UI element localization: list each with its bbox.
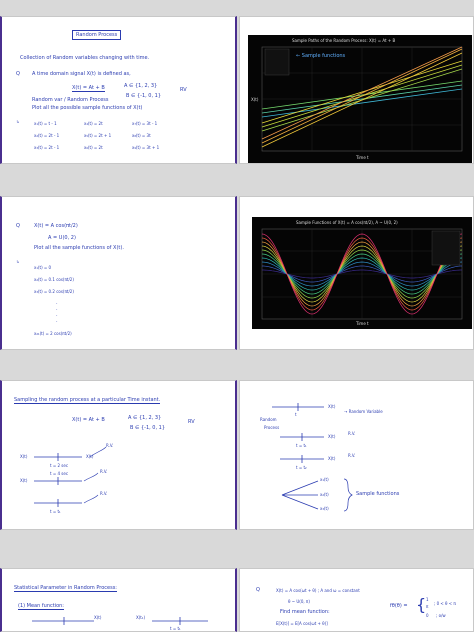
x-axis-label: Time t [356,155,369,160]
slide-title: Random Process [72,30,121,40]
slide-cosine-plot [239,196,474,350]
slide-statistical-parameters [0,568,237,632]
plot-line: Plot all the sample functions of X(t). [34,245,124,251]
distribution: θ ~ U(0, π) [288,599,310,604]
branch-2: x₂(t) [320,492,329,497]
legend-box [432,231,460,265]
plot-title: Sample Functions of X(t) = A cos(πt/2), A ~ U(0, 2) [296,220,398,225]
row-1-col-2: x₄(t) = 2t [84,121,103,126]
pdf-brace: { [416,595,427,614]
line-x1: x₁(t) = 0 [34,265,52,270]
t-top: t [295,412,297,417]
random-label: Random [260,417,277,422]
rv-label: RV [188,419,195,425]
rv-mark-1: R.V. [348,431,356,436]
rv-mark-2: R.V. [348,453,356,458]
heading: Statistical Parameter in Random Process: [14,585,117,591]
mean-function-item: (1) Mean function: [18,603,64,609]
q-label: Q [16,71,20,77]
branch-3: x₃(t) [320,506,329,511]
cosine-chart [252,217,472,329]
b-set: B ∈ {-1, 0, 1} [126,93,162,99]
slide-sample-paths-plot [239,16,474,164]
arrow-mark: ↳ [16,119,20,124]
slide-cosine-process [0,196,237,350]
slide-sampling [0,380,237,530]
row-2-col-1: x₂(t) = 2t - 1 [34,133,60,138]
q-text: X(t) = A cos(πt/2) [34,223,78,229]
xt-mid-1: X(t) [328,434,336,439]
random-line: Random var / Random Process [32,97,109,103]
row-3-col-3: x₉(t) = 3t + 1 [132,145,160,150]
rv-text: → Random Variable [344,409,383,414]
pdf-case2-val: 0 [426,613,429,618]
line-x2: x₂(t) = 0.1 cos(πt/2) [34,277,74,282]
slide-random-variable [239,380,474,530]
pdf-case1-den: π [426,604,429,609]
plot-area [252,217,472,329]
plot-title: Sample Paths of the Random Process: X(t) = At + B [292,38,396,43]
distribution: A = U(0, 2) [48,235,76,241]
arrow-mark: ↳ [16,259,20,264]
slide-random-process-intro [0,16,237,164]
q-text: X(t) = A cos(ωt + θ) ; A and ω = constant [276,588,360,593]
a-set: A ∈ {1, 2, 3} [128,415,162,421]
legend-box [265,49,289,75]
row-1-col-3: x₇(t) = 3t - 1 [132,121,158,126]
line-x21: x₂₁(t) = 2 cos(πt/2) [34,331,72,336]
t1-label: t = t₁ [296,443,307,448]
formula: X(t) = At + B [72,85,105,91]
t-label-1: t = 2 sec [50,463,69,468]
rv-mark-1: R.V. [106,443,114,448]
row-2-col-3: x₈(t) = 3t [132,133,151,138]
xt-top: X(t) [328,404,336,409]
sampling-lines [2,381,237,530]
xt-right-1: X(t) [86,454,94,459]
bullet-text: Collection of Random variables changing with time. [20,55,150,61]
slide-mean-function-example [239,568,474,632]
pdf-label: fθ(θ) = [390,603,408,609]
x-a: X(t) [94,615,102,620]
mean-lines [2,569,237,632]
find-mean: Find mean function: [280,609,330,615]
sample-functions-label: Sample functions [356,491,400,497]
x-b: X(t₁) [136,615,146,620]
q-label: Q [256,587,260,593]
row-3-col-2: x₆(t) = 2t [84,145,103,150]
xt-left-1: X(t) [20,454,28,459]
process-label: Process [264,425,280,430]
rv-label: RV [180,87,187,93]
plot-area [248,35,472,163]
t-a: t = t₁ [170,626,181,631]
line-x3: x₃(t) = 0.2 cos(πt/2) [34,289,74,294]
row-3-col-1: x₃(t) = 2t - 1 [34,145,60,150]
sample-paths-chart [248,35,472,163]
q-text: A time domain signal X(t) is defined as, [32,71,131,77]
y-axis-label: X(t) [251,97,259,102]
heading: Sampling the random process at a particular Time instant. [14,397,161,403]
formula: X(t) = At + B [72,417,105,423]
rv-mark-2: R.V. [100,469,108,474]
xt-right-2: X(t) [20,478,28,483]
xt-mid-2: X(t) [328,456,336,461]
b-set: B ∈ {-1, 0, 1} [130,425,166,431]
pdf-case2-cond: ; o/w [436,613,446,618]
plot-line: Plot all the possible sample functions of X(t) [32,105,143,111]
x-axis-label: Time t [356,321,369,326]
q-label: Q [16,223,20,229]
pdf-case1-cond: ; 0 < θ < π [434,601,456,606]
a-set: A ∈ {1, 2, 3} [124,83,158,89]
rv-diagram [240,381,474,530]
branch-1: x₁(t) [320,477,329,482]
expectation: E[X(t)] = E[A cos(ωt + θ)] [276,621,328,626]
t-label-3: t = t₁ [50,509,61,514]
pdf-case1-num: 1 [426,597,429,602]
row-1-col-1: x₁(t) = t - 1 [34,121,57,126]
t2-label: t = t₂ [296,465,307,470]
vertical-dots: · · · · [56,301,58,325]
t-label-2: t = 4 sec [50,471,69,476]
rv-mark-3: R.V. [100,491,108,496]
sample-functions-annotation: ← Sample functions [296,53,346,59]
row-2-col-2: x₅(t) = 2t + 1 [84,133,112,138]
